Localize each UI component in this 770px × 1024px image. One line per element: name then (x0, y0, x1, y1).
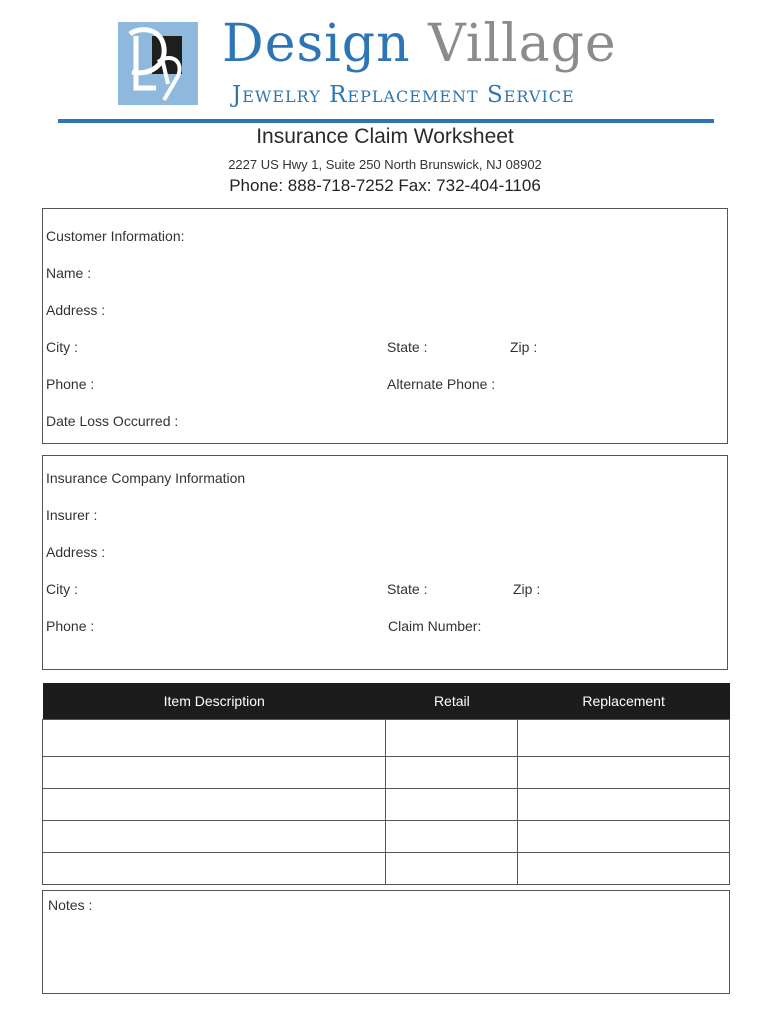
customer-date-loss-label: Date Loss Occurred : (46, 413, 179, 429)
item-description-cell[interactable] (43, 789, 386, 821)
document-title: Insurance Claim Worksheet (256, 125, 514, 148)
header-divider (58, 119, 714, 123)
retail-cell[interactable] (386, 720, 518, 757)
retail-header: Retail (386, 683, 518, 720)
retail-cell[interactable] (386, 853, 518, 885)
customer-alt-phone-label: Alternate Phone : (387, 376, 496, 392)
insurance-phone-label: Phone : (46, 618, 95, 634)
brand-tagline: Jewelry Replacement Service (232, 82, 575, 108)
brand-word-design: Design (222, 14, 411, 74)
insurance-state-label: State : (387, 581, 428, 597)
table-row (43, 853, 730, 885)
replacement-cell[interactable] (518, 757, 730, 789)
item-description-header: Item Description (43, 683, 386, 720)
retail-cell[interactable] (386, 821, 518, 853)
customer-zip-label: Zip : (510, 339, 538, 355)
claim-number-label: Claim Number: (388, 618, 482, 634)
insurer-label: Insurer : (46, 507, 98, 523)
brand-name (222, 14, 617, 74)
insurance-address-label: Address : (46, 544, 106, 560)
logo-monogram-icon (118, 22, 198, 105)
table-row (43, 821, 730, 853)
insurance-zip-label: Zip : (513, 581, 541, 597)
replacement-cell[interactable] (518, 720, 730, 757)
brand-word-village: Village (428, 14, 617, 74)
replacement-header: Replacement (518, 683, 730, 720)
item-description-cell[interactable] (43, 757, 386, 789)
insurance-info-section (42, 455, 728, 670)
table-row (43, 789, 730, 821)
customer-name-label: Name : (46, 265, 92, 281)
company-address: 2227 US Hwy 1, Suite 250 North Brunswick, NJ 08902 (228, 157, 542, 172)
insurance-section-title: Insurance Company Information (46, 470, 246, 486)
table-row (43, 757, 730, 789)
item-description-cell[interactable] (43, 821, 386, 853)
customer-state-label: State : (387, 339, 428, 355)
retail-cell[interactable] (386, 789, 518, 821)
insurance-city-label: City : (46, 581, 78, 597)
company-phone-fax: Phone: 888-718-7252 Fax: 732-404-1106 (229, 176, 541, 195)
replacement-cell[interactable] (518, 853, 730, 885)
table-row (43, 720, 730, 757)
item-description-cell[interactable] (43, 720, 386, 757)
retail-cell[interactable] (386, 757, 518, 789)
customer-info-section (42, 208, 728, 444)
customer-city-label: City : (46, 339, 78, 355)
items-table-header (43, 683, 730, 720)
replacement-cell[interactable] (518, 821, 730, 853)
customer-phone-label: Phone : (46, 376, 95, 392)
logo-mark (118, 22, 198, 105)
item-description-cell[interactable] (43, 853, 386, 885)
replacement-cell[interactable] (518, 789, 730, 821)
customer-address-label: Address : (46, 302, 106, 318)
notes-label: Notes : (48, 897, 93, 913)
items-table (42, 683, 730, 885)
customer-section-title: Customer Information: (46, 228, 185, 244)
notes-section[interactable] (42, 890, 730, 994)
